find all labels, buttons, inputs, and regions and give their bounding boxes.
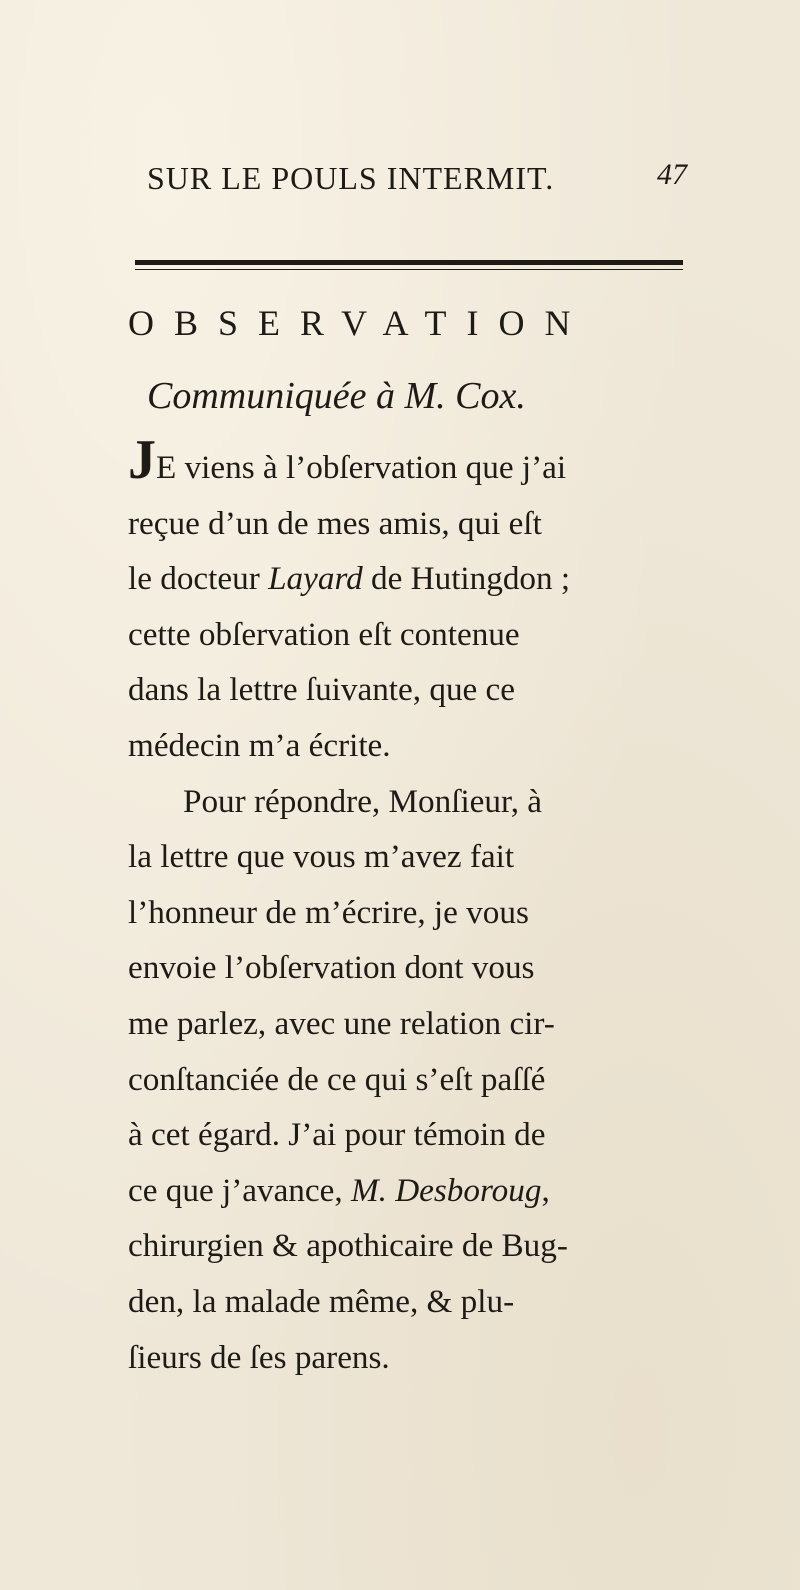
text-line: conſtanciée de ce qui s’eſt paſſé [128,1060,546,1098]
text-line: envoie l’obſervation dont vous [128,949,535,987]
running-title: SUR LE POULS INTERMIT. [147,160,555,196]
text-line: den, la malade même, & plu- [128,1282,515,1320]
text-line: la lettre que vous m’avez fait [128,838,515,876]
text-line: Pour répondre, Monſieur, à [183,782,543,820]
section-subheading: Communiquée à M. Cox. [147,375,526,417]
text-line: ce que j’avance, M. Desboroug, [128,1171,550,1209]
text-line: ſieurs de ſes parens. [128,1338,390,1376]
double-rule-thin [135,269,683,270]
running-head [147,160,687,200]
text-line: cette obſervation eſt contenue [128,615,520,653]
text-line: JE viens à l’obſervation que j’ai [128,429,567,491]
page-number: 47 [657,158,687,191]
name-layard: Layard [268,560,363,598]
text-line: le docteur Layard de Hutingdon ; [128,560,571,598]
section-heading: OBSERVATION [128,303,591,343]
double-rule-thick [135,260,683,265]
text-line: médecin m’a écrite. [128,726,391,764]
text-line: l’honneur de m’écrire, je vous [128,893,529,931]
drop-cap: J [128,429,156,491]
text-line: reçue d’un de mes amis, qui eſt [128,504,542,542]
text-line: à cet égard. J’ai pour témoin de [128,1116,546,1154]
text-line: chirurgien & apothicaire de Bug- [128,1227,568,1265]
text-line: me parlez, avec une relation cir- [128,1004,555,1042]
text-line: dans la lettre ſuivante, que ce [128,671,516,709]
name-desboroug: M. Desboroug [350,1171,542,1209]
body-text [128,429,688,1385]
